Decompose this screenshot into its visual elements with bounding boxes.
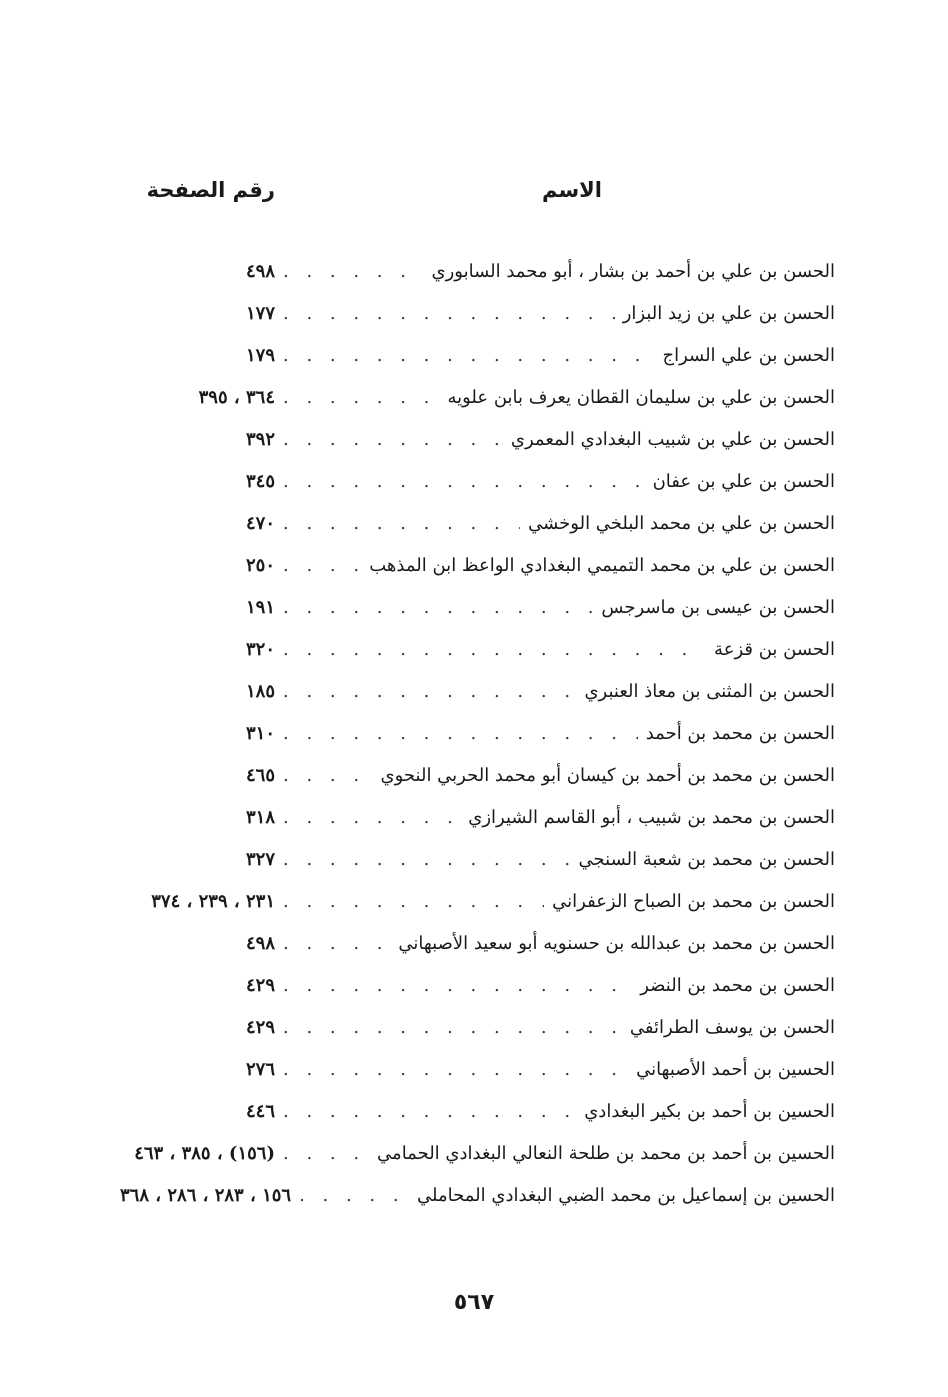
page-number: ٥٦٧ <box>453 1290 495 1315</box>
index-entry <box>120 712 835 754</box>
leader-dots <box>283 303 615 324</box>
entry-pages: ٢٣١ ، ٢٣٩ ، ٣٧٤ <box>151 890 275 912</box>
entry-pages: ٣٩٢ <box>245 428 275 450</box>
index-entry <box>120 796 835 838</box>
entry-name: الحسن بن علي بن شبيب البغدادي المعمري <box>510 428 835 450</box>
leader-dots <box>283 1017 622 1038</box>
index-entry <box>120 1090 835 1132</box>
leader-dots <box>283 975 632 996</box>
page-column-heading: رقم الصفحة <box>146 178 275 202</box>
index-entry <box>120 1048 835 1090</box>
index-entry <box>120 376 835 418</box>
index-entry <box>120 250 835 292</box>
entry-pages: ٣٤٥ <box>245 470 275 492</box>
entry-name: الحسن بن عيسى بن ماسرجس <box>601 596 835 618</box>
index-entry <box>120 460 835 502</box>
index-entry <box>120 292 835 334</box>
leader-dots <box>283 681 576 702</box>
leader-dots <box>299 1185 409 1206</box>
index-entry <box>120 502 835 544</box>
entry-name: الحسن بن المثنى بن معاذ العنبري <box>584 680 835 702</box>
entry-name: الحسين بن أحمد بن بكير البغدادي <box>584 1100 835 1122</box>
entry-pages: ٣٢٧ <box>245 848 275 870</box>
entry-name: الحسن بن قزعة <box>714 638 835 660</box>
entry-pages: ٣٢٠ <box>245 638 275 660</box>
index-entry <box>120 1006 835 1048</box>
index-entry <box>120 670 835 712</box>
leader-dots <box>283 639 706 660</box>
index-entry <box>120 838 835 880</box>
index-entry <box>120 544 835 586</box>
entry-name: الحسن بن علي بن عفان <box>652 470 835 492</box>
index-entry <box>120 1174 835 1216</box>
entry-name: الحسن بن علي بن أحمد بن بشار ، أبو محمد السابوري <box>431 260 835 282</box>
entry-pages: ١٧٩ <box>245 344 275 366</box>
index-entry <box>120 880 835 922</box>
index-header <box>100 178 840 218</box>
leader-dots <box>283 1059 628 1080</box>
leader-dots <box>283 807 460 828</box>
entry-pages: (١٥٦) ، ٣٨٥ ، ٤٦٣ <box>134 1142 275 1164</box>
index-entry <box>120 418 835 460</box>
entry-name: الحسن بن علي السراج <box>662 344 835 366</box>
entry-pages: ٣١٨ <box>245 806 275 828</box>
entry-pages: ٤٤٦ <box>245 1100 275 1122</box>
leader-dots <box>283 261 424 282</box>
index-entry <box>120 922 835 964</box>
leader-dots <box>283 1143 369 1164</box>
entry-name: الحسن بن علي بن محمد التميمي البغدادي الواعظ ابن المذهب <box>369 554 835 576</box>
entry-pages: ٣١٠ <box>245 722 275 744</box>
entry-pages: ٢٧٦ <box>245 1058 275 1080</box>
entry-pages: ٤٢٩ <box>245 974 275 996</box>
entry-name: الحسين بن أحمد بن محمد بن طلحة النعالي البغدادي الحمامي <box>377 1142 835 1164</box>
leader-dots <box>283 429 503 450</box>
entry-pages: ١٥٦ ، ٢٨٣ ، ٢٨٦ ، ٣٦٨ <box>120 1184 292 1206</box>
index-entry <box>120 754 835 796</box>
leader-dots <box>283 555 361 576</box>
leader-dots <box>283 597 593 618</box>
index-entry <box>120 628 835 670</box>
entry-pages: ٤٩٨ <box>245 260 275 282</box>
leader-dots <box>283 723 638 744</box>
leader-dots <box>283 345 654 366</box>
leader-dots <box>283 387 439 408</box>
leader-dots <box>283 471 645 492</box>
entry-pages: ٤٢٩ <box>245 1016 275 1038</box>
entry-name: الحسن بن علي بن سليمان القطان يعرف بابن علويه <box>447 386 835 408</box>
index-list <box>120 250 835 1216</box>
entry-name: الحسن بن محمد بن شبيب ، أبو القاسم الشيرازي <box>468 806 835 828</box>
entry-pages: ١٨٥ <box>245 680 275 702</box>
entry-name: الحسن بن يوسف الطرائفي <box>629 1016 835 1038</box>
leader-dots <box>283 513 520 534</box>
entry-pages: ٤٩٨ <box>245 932 275 954</box>
entry-name: الحسن بن محمد بن أحمد بن كيسان أبو محمد الحربي النحوي <box>380 764 835 786</box>
entry-name: الحسن بن محمد بن الصباح الزعفراني <box>552 890 835 912</box>
entry-pages: ٢٥٠ <box>245 554 275 576</box>
entry-pages: ٤٦٥ <box>245 764 275 786</box>
index-entry <box>120 334 835 376</box>
leader-dots <box>283 1101 576 1122</box>
entry-name: الحسن بن محمد بن النضر <box>640 974 835 996</box>
entry-name: الحسن بن محمد بن عبدالله بن حسنويه أبو سعيد الأصبهاني <box>398 932 835 954</box>
leader-dots <box>283 891 544 912</box>
entry-pages: ٣٦٤ ، ٣٩٥ <box>198 386 275 408</box>
index-entry <box>120 586 835 628</box>
entry-name: الحسين بن إسماعيل بن محمد الضبي البغدادي المحاملي <box>417 1184 835 1206</box>
index-entry <box>120 964 835 1006</box>
leader-dots <box>283 849 571 870</box>
index-entry <box>120 1132 835 1174</box>
entry-name: الحسين بن أحمد الأصبهاني <box>636 1058 835 1080</box>
entry-pages: ١٧٧ <box>245 302 275 324</box>
leader-dots <box>283 933 390 954</box>
entry-name: الحسن بن محمد بن شعبة السنجي <box>578 848 835 870</box>
name-column-heading: الاسم <box>542 178 602 202</box>
entry-pages: ١٩١ <box>245 596 275 618</box>
entry-name: الحسن بن علي بن محمد البلخي الوخشي <box>528 512 835 534</box>
entry-name: الحسن بن محمد بن أحمد <box>645 722 835 744</box>
entry-pages: ٤٧٠ <box>245 512 275 534</box>
leader-dots <box>283 765 373 786</box>
entry-name: الحسن بن علي بن زيد البزار <box>622 302 835 324</box>
